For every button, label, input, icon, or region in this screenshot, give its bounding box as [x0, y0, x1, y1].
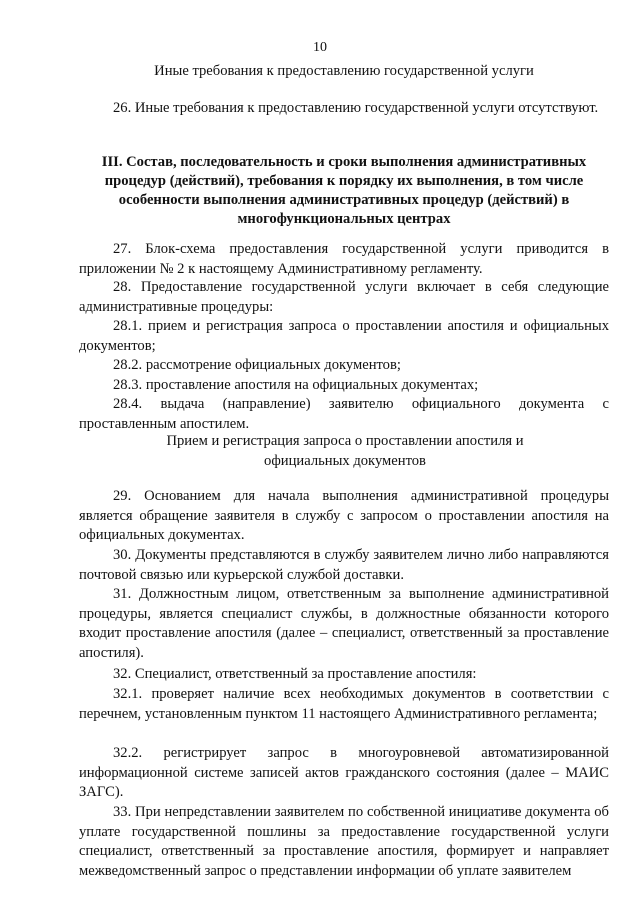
paragraph-32-1: 32.1. проверяет наличие всех необходимых документов в соответствии с перечнем, установленным пунктом 11 настоящего Административного регламента;	[79, 686, 609, 722]
page-number: 10	[313, 40, 327, 55]
paragraph-33: 33. При непредставлении заявителем по собственной инициативе документа об уплате государственной пошлины за предоставление государственной услуги специалист, ответственный за проставление апостиля, формирует и направляет межведомственный запрос о представлении информации об уплате заявителем	[79, 804, 609, 879]
paragraph-28-1: 28.1. прием и регистрация запроса о проставлении апостиля и официальных документов;	[79, 318, 609, 354]
heading-reception: Прием и регистрация запроса о проставлении апостиля и официальных документов	[166, 433, 524, 469]
section-3-title: III. Состав, последовательность и сроки выполнения административных процедур (действий), требования к порядку их выполнения, в том числе особенности выполнения административных процедур (действий) в многофункциональных центрах	[101, 154, 587, 227]
paragraph-26: 26. Иные требования к предоставлению государственной услуги отсутствуют.	[113, 100, 599, 116]
paragraph-32-2: 32.2. регистрирует запрос в многоуровневой автоматизированной информационной системе записей актов гражданского состояния (далее – МАИС ЗАГС).	[79, 745, 609, 801]
paragraph-28-2: 28.2. рассмотрение официальных документов;	[113, 357, 401, 373]
paragraph-31: 31. Должностным лицом, ответственным за выполнение административной процедуры, является специалист службы, в должностные обязанности которого входит проставление апостиля (далее – специалист, ответственный за проставление апостиля).	[79, 586, 609, 661]
heading-other-requirements: Иные требования к предоставлению государственной услуги	[154, 63, 534, 79]
paragraph-28-4: 28.4. выдача (направление) заявителю официального документа с проставленным апостилем.	[79, 396, 609, 432]
paragraph-29: 29. Основанием для начала выполнения административной процедуры является обращение заявителя в службу с запросом о проставлении апостиля на официальных документах.	[79, 488, 609, 544]
paragraph-30: 30. Документы представляются в службу заявителем лично либо направляются почтовой связью или курьерской службой доставки.	[79, 547, 609, 583]
paragraph-28: 28. Предоставление государственной услуги включает в себя следующие административные процедуры:	[79, 279, 609, 315]
paragraph-32: 32. Специалист, ответственный за проставление апостиля:	[113, 666, 477, 682]
paragraph-28-3: 28.3. проставление апостиля на официальных документах;	[113, 377, 479, 393]
paragraph-27: 27. Блок-схема предоставления государственной услуги приводится в приложении № 2 к настоящему Административному регламенту.	[79, 241, 609, 277]
